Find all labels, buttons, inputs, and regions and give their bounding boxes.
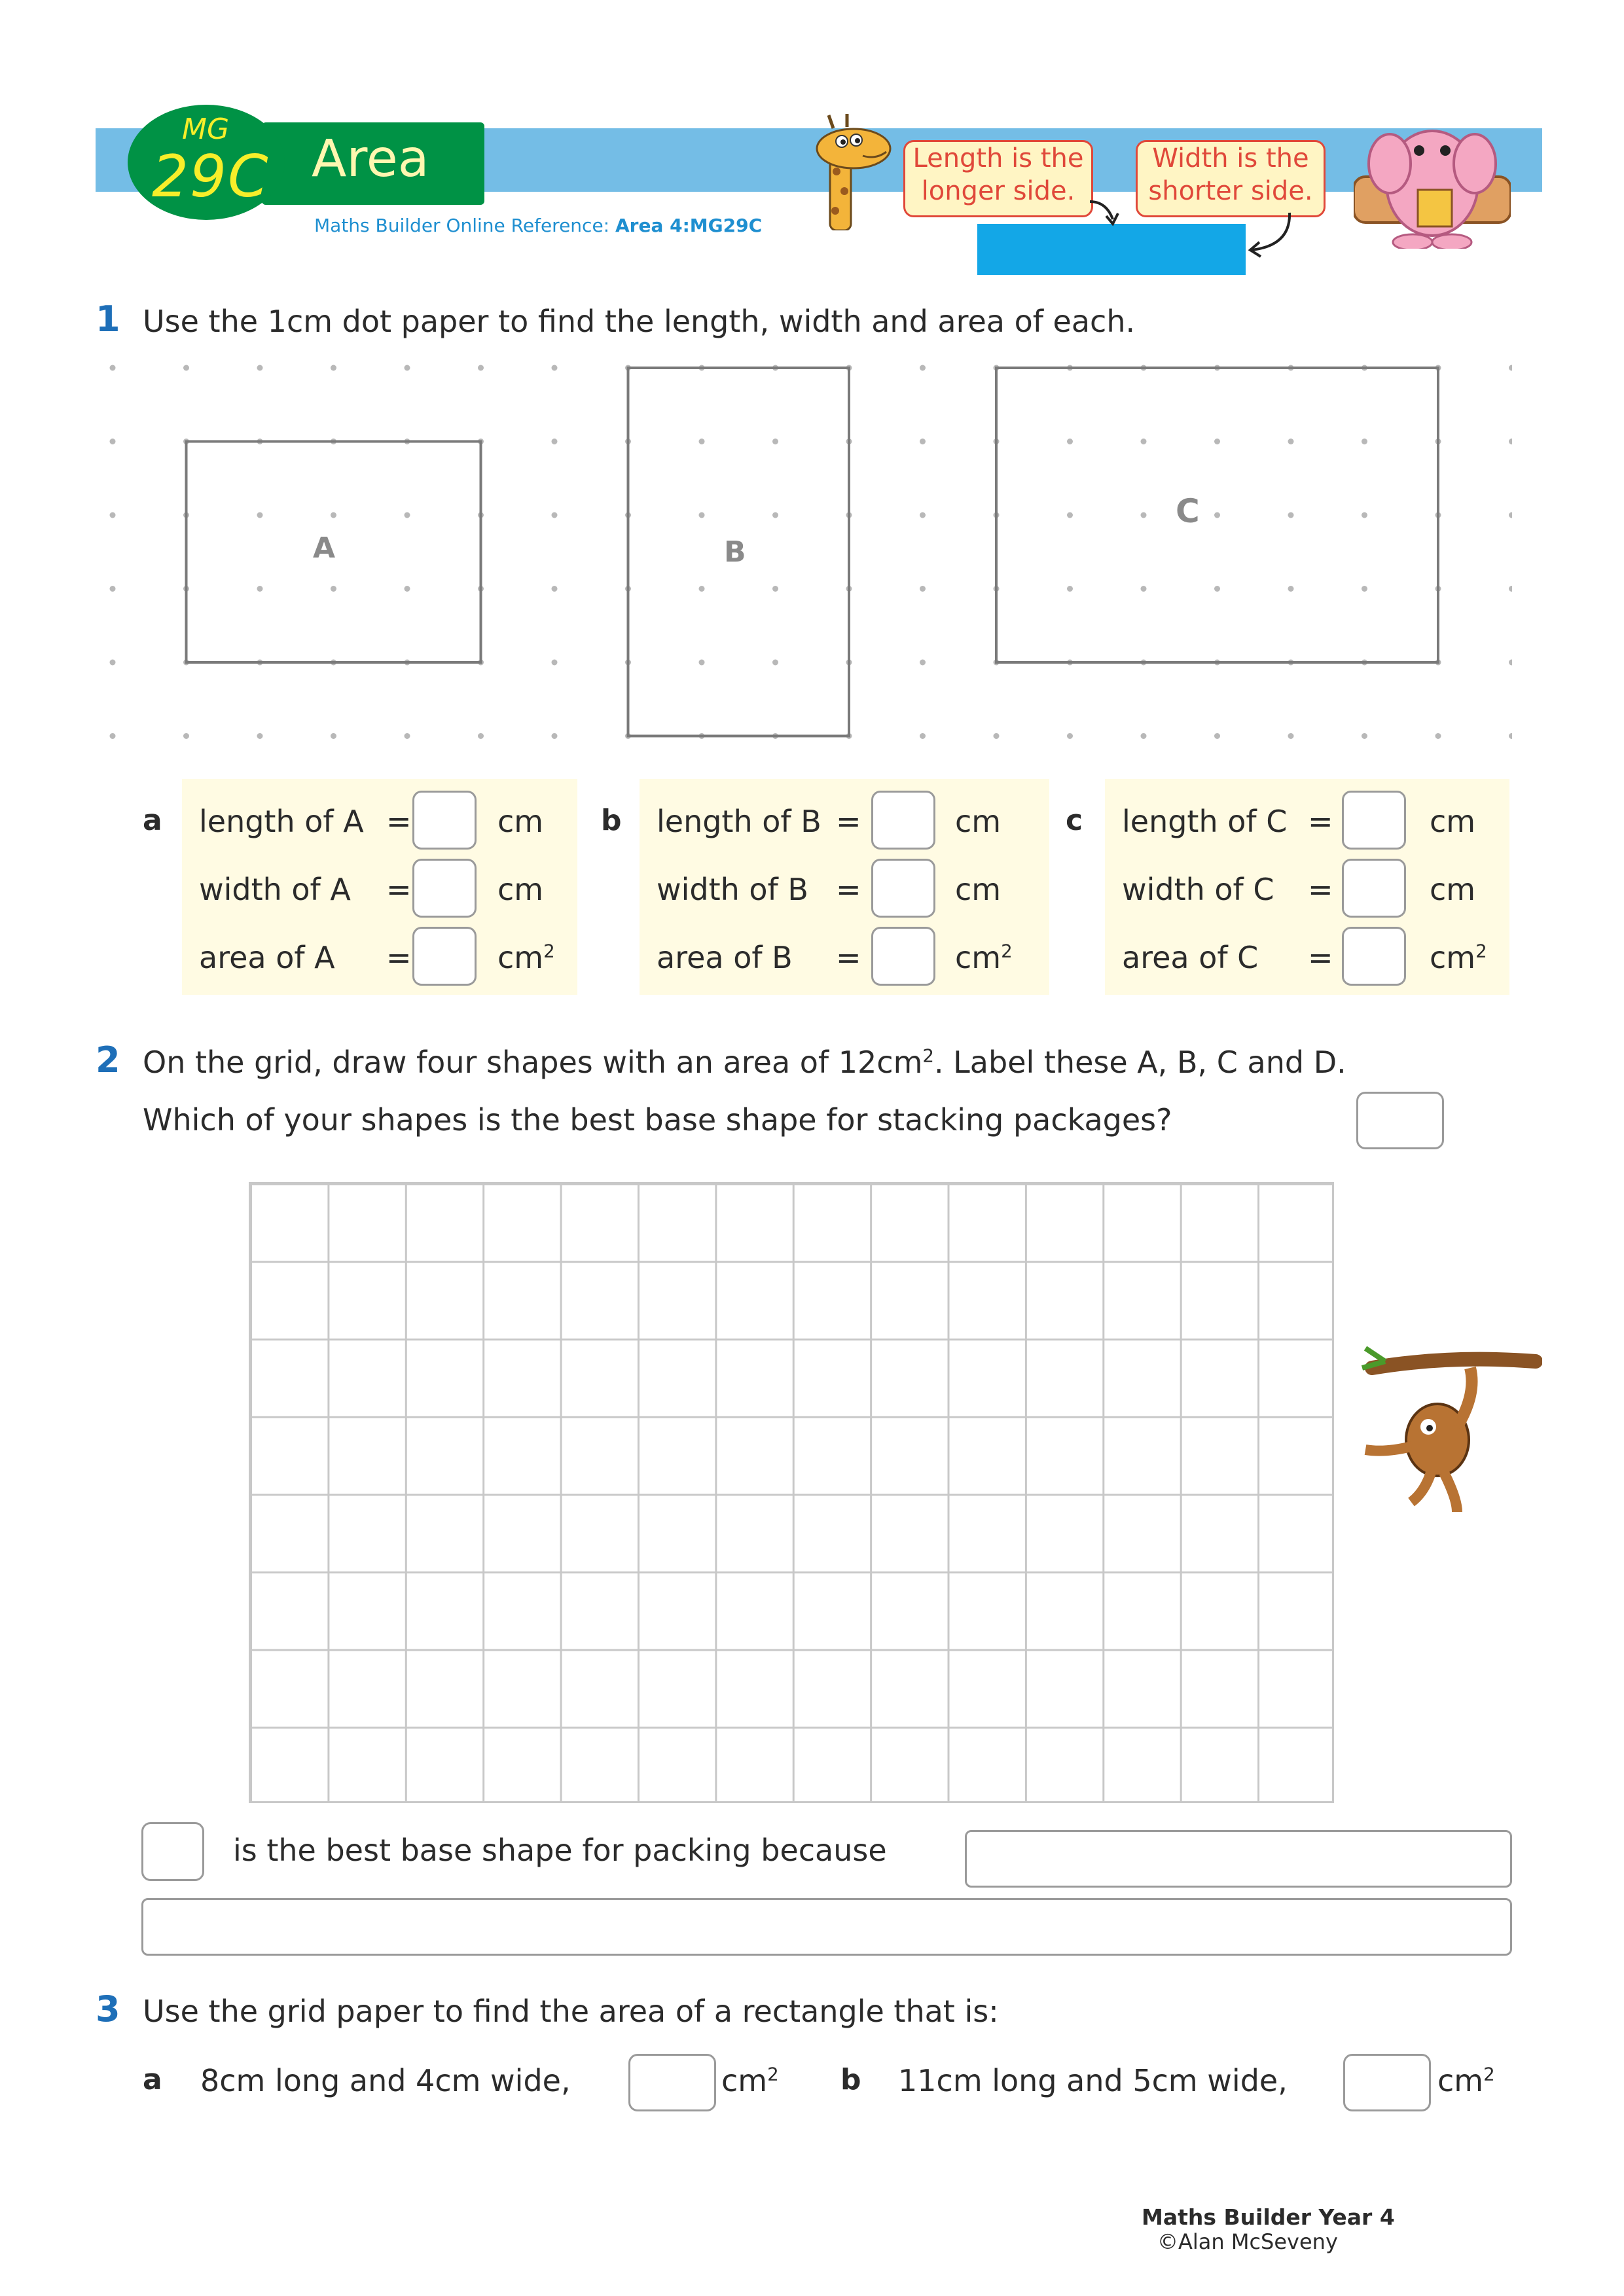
grid-dot <box>920 512 926 518</box>
grid-dot <box>405 365 410 371</box>
grid-dot <box>257 733 263 739</box>
shape-b-label: B <box>724 535 746 569</box>
grid-dot <box>1509 586 1512 592</box>
grid-dot <box>552 365 558 371</box>
grid-dot <box>994 733 1000 739</box>
monkey-illustration <box>1359 1342 1542 1518</box>
equals-sign: = <box>836 940 861 975</box>
q3-part-a-unit <box>721 2063 779 2098</box>
question-2-line-2: Which of your shapes is the best base shape for stacking packages? <box>143 1102 1172 1138</box>
reason-answer-line-2[interactable] <box>141 1898 1512 1956</box>
grid-dot <box>552 586 558 592</box>
question-3-number: 3 <box>96 1988 120 2030</box>
grid-dot <box>1141 512 1147 518</box>
grid-dot <box>478 733 484 739</box>
unit-label <box>497 940 555 975</box>
grid-dot <box>1362 733 1367 739</box>
equals-sign: = <box>836 804 861 839</box>
length-arrow-icon <box>1087 190 1146 229</box>
grid-dot <box>552 512 558 518</box>
grid-dot <box>1288 586 1294 592</box>
length-speech-bubble: Length is the longer side. <box>903 140 1093 217</box>
grid-dot <box>920 365 926 371</box>
grid-dot <box>331 365 336 371</box>
grid-dot <box>699 660 705 666</box>
grid-dot <box>405 586 410 592</box>
question-1-text: Use the 1cm dot paper to find the length, width and area of each. <box>143 304 1136 339</box>
question-2-line-1: On the grid, draw four shapes with an area of $12cm^2$. Label these A, B, C and D. <box>143 1045 1346 1080</box>
grid-dot <box>1362 586 1367 592</box>
row-label: area of C <box>1122 940 1259 975</box>
part-a-letter: a <box>143 804 162 837</box>
equals-sign: = <box>1308 872 1333 907</box>
grid-dot <box>699 586 705 592</box>
equals-sign: = <box>386 872 412 907</box>
dot-paper <box>98 353 1512 746</box>
best-shape-answer-box[interactable] <box>1356 1092 1444 1149</box>
grid-dot <box>110 439 116 444</box>
grid-dot <box>1509 733 1512 739</box>
answer-box-a-2[interactable] <box>412 927 477 986</box>
grid-dot <box>257 586 263 592</box>
grid-dot <box>1435 733 1441 739</box>
grid-dot <box>1288 439 1294 444</box>
part-c-letter: c <box>1066 804 1083 837</box>
elephant-illustration <box>1354 118 1511 249</box>
grid-dot <box>1288 733 1294 739</box>
unit-label <box>955 872 1001 907</box>
grid-dot <box>1141 733 1147 739</box>
grid-dot <box>1141 586 1147 592</box>
online-reference-prefix: Maths Builder Online Reference: <box>314 215 610 236</box>
grid-dot <box>1362 512 1367 518</box>
grid-dot <box>920 439 926 444</box>
example-rectangle <box>977 224 1246 275</box>
row-label: area of A <box>199 940 335 975</box>
unit-label <box>1430 804 1475 839</box>
grid-dot <box>772 439 778 444</box>
grid-dot <box>1214 586 1220 592</box>
giraffe-illustration <box>804 113 895 230</box>
grid-dot <box>1288 512 1294 518</box>
q3-part-a-letter: a <box>143 2063 162 2096</box>
unit-text: $cm^2$ <box>1430 940 1487 975</box>
page-title: Area <box>312 130 429 188</box>
grid-dot <box>772 586 778 592</box>
answer-box-c-2[interactable] <box>1342 927 1406 986</box>
grid-dot <box>183 365 189 371</box>
equals-sign: = <box>1308 804 1333 839</box>
grid-dot <box>699 512 705 518</box>
grid-dot <box>1141 439 1147 444</box>
q3-part-a-text: 8cm long and 4cm wide, <box>200 2063 571 2098</box>
question-1-number: 1 <box>96 298 120 340</box>
grid-dot <box>699 439 705 444</box>
answer-box-c-1[interactable] <box>1342 859 1406 918</box>
grid-dot <box>110 365 116 371</box>
grid-dot <box>478 365 484 371</box>
unit-label <box>497 804 543 839</box>
grid-dot <box>257 365 263 371</box>
grid-dot <box>1509 365 1512 371</box>
grid-dot <box>1509 512 1512 518</box>
part-b-letter: b <box>601 804 622 837</box>
question-2-number: 2 <box>96 1039 120 1081</box>
equals-sign: = <box>386 940 412 975</box>
shape-c-label: C <box>1176 492 1200 530</box>
grid-dot <box>920 733 926 739</box>
unit-text: cm <box>955 804 1001 839</box>
answer-box-b-1[interactable] <box>871 859 935 918</box>
equals-sign: = <box>1308 940 1333 975</box>
grid-dot <box>183 733 189 739</box>
unit-label <box>1430 940 1487 975</box>
q3-part-b-letter: b <box>840 2063 861 2096</box>
drawing-grid[interactable] <box>249 1182 1334 1803</box>
grid-dot <box>1067 439 1073 444</box>
answer-box-b-2[interactable] <box>871 927 935 986</box>
equals-sign: = <box>386 804 412 839</box>
row-label: width of A <box>199 872 351 907</box>
unit-text: cm <box>497 872 544 907</box>
grid-dot <box>1214 439 1220 444</box>
grid-dot <box>772 512 778 518</box>
unit-text: cm <box>955 872 1001 907</box>
grid-dot <box>405 512 410 518</box>
q3-part-b-unit <box>1437 2063 1495 2098</box>
row-label: width of C <box>1122 872 1274 907</box>
q3-part-b-answer[interactable] <box>1343 2054 1431 2111</box>
q3-part-b-text: 11cm long and 5cm wide, <box>898 2063 1288 2098</box>
badge-strand: MG <box>182 113 230 146</box>
grid-dot <box>552 733 558 739</box>
footer-copyright: ©Alan McSeveny <box>1157 2229 1338 2254</box>
grid-dot <box>257 512 263 518</box>
badge-code: 29C <box>152 143 270 210</box>
reason-prompt: is the best base shape for packing because <box>233 1833 887 1868</box>
grid-dot <box>772 660 778 666</box>
unit-label <box>1430 872 1475 907</box>
grid-dot <box>920 660 926 666</box>
grid-dot <box>552 439 558 444</box>
row-label: width of B <box>657 872 808 907</box>
unit-text: $cm^2$ <box>497 940 555 975</box>
grid-dot <box>1362 439 1367 444</box>
reason-answer-line-1[interactable] <box>965 1830 1512 1888</box>
grid-dot <box>920 586 926 592</box>
grid-dot <box>110 660 116 666</box>
row-label: area of B <box>657 940 793 975</box>
unit-text: $cm^2$ <box>721 2063 779 2098</box>
unit-text: cm <box>1430 872 1476 907</box>
shape-a-label: A <box>313 531 336 565</box>
unit-text: cm <box>1430 804 1476 839</box>
unit-text: cm <box>497 804 544 839</box>
row-label: length of A <box>199 804 364 839</box>
grid-dot <box>552 660 558 666</box>
grid-dot <box>110 586 116 592</box>
online-reference <box>314 215 762 236</box>
grid-dot <box>1067 586 1073 592</box>
grid-dot <box>110 733 116 739</box>
answer-box-c-0[interactable] <box>1342 791 1406 850</box>
grid-dot <box>1509 439 1512 444</box>
grid-dot <box>405 733 410 739</box>
grid-dot <box>1067 733 1073 739</box>
unit-label <box>955 804 1001 839</box>
answer-box-a-0[interactable] <box>412 791 477 850</box>
width-speech-bubble: Width is the shorter side. <box>1136 140 1326 217</box>
footer-title: Maths Builder Year 4 <box>1142 2204 1395 2230</box>
grid-dot <box>110 512 116 518</box>
unit-label <box>955 940 1013 975</box>
unit-label <box>497 872 543 907</box>
width-arrow-icon <box>1244 209 1303 262</box>
online-reference-code: Area 4:MG29C <box>615 215 763 236</box>
unit-text: $cm^2$ <box>1437 2063 1495 2098</box>
question-3-text: Use the grid paper to find the area of a rectangle that is: <box>143 1994 999 2029</box>
row-label: length of C <box>1122 804 1288 839</box>
equals-sign: = <box>836 872 861 907</box>
best-shape-letter-box[interactable] <box>141 1822 204 1881</box>
answer-box-b-0[interactable] <box>871 791 935 850</box>
grid-dot <box>1214 733 1220 739</box>
unit-text: $cm^2$ <box>955 940 1013 975</box>
grid-dot <box>1067 512 1073 518</box>
grid-dot <box>1509 660 1512 666</box>
q3-part-a-answer[interactable] <box>628 2054 716 2111</box>
grid-dot <box>331 733 336 739</box>
grid-dot <box>331 512 336 518</box>
grid-dot <box>1214 512 1220 518</box>
answer-box-a-1[interactable] <box>412 859 477 918</box>
grid-dot <box>331 586 336 592</box>
row-label: length of B <box>657 804 821 839</box>
